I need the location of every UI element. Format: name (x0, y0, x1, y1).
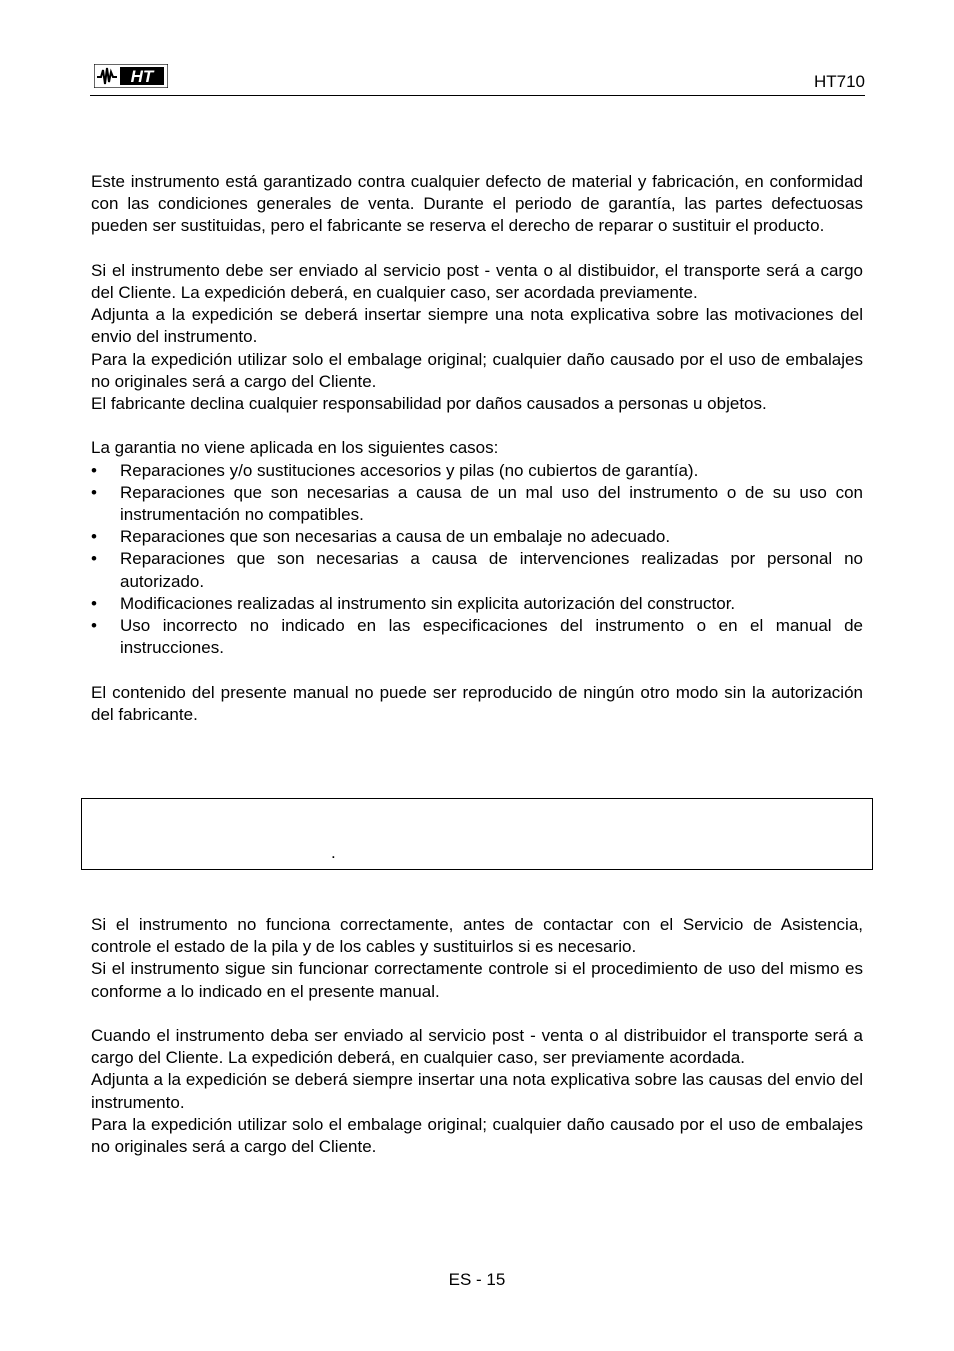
warranty-paragraph: Adjunta a la expedición se deberá insertar siempre una nota explicativa sobre las motivaciones del envio del instrumento. (91, 305, 863, 347)
ht-logo (94, 64, 168, 88)
notice-box (81, 798, 873, 870)
warranty-paragraph: Si el instrumento debe ser enviado al servicio post - venta o al distibuidor, el transporte será a cargo del Cliente. La expedición deberá, en cualquier caso, ser acordada previamente. (91, 260, 863, 302)
service-section (91, 914, 863, 1158)
model-name: HT710 (813, 72, 865, 91)
warranty-section (91, 171, 863, 726)
service-paragraph: Adjunta a la expedición se deberá siempre insertar una nota explicativa sobre las causas del envio del instrumento. (91, 1070, 863, 1112)
service-paragraph: Si el instrumento sigue sin funcionar correctamente controle si el procedimiento de uso del mismo es conforme a lo indicado en el presente manual. (91, 959, 863, 1001)
list-item: • Uso incorrecto no indicado en las especificaciones del instrumento o en el manual de instrucciones. (91, 615, 863, 659)
logo-text: HT (130, 67, 154, 86)
service-paragraph: Para la expedición utilizar solo el embalage original; cualquier daño causado por el uso de embalajes no originales será a cargo del Cliente. (91, 1114, 863, 1157)
list-item: • Reparaciones y/o sustituciones accesorios y pilas (no cubiertos de garantía). (91, 460, 863, 482)
list-item: • Reparaciones que son necesarias a causa de intervenciones realizadas por personal no autorizado. (91, 548, 863, 592)
list-item: • Reparaciones que son necesarias a causa de un embalaje no adecuado. (91, 526, 863, 548)
exclusions-list (91, 460, 863, 660)
warranty-paragraph: El contenido del presente manual no puede ser reproducido de ningún otro modo sin la autorización del fabricante. (91, 682, 863, 724)
notice-text: . (331, 843, 336, 862)
page-number: ES - 15 (448, 1270, 506, 1289)
list-item: • Reparaciones que son necesarias a causa de un mal uso del instrumento o de su uso con instrumentación no compatibles. (91, 482, 863, 526)
page-header (90, 62, 865, 96)
warranty-paragraph: Este instrumento está garantizado contra cualquier defecto de material y fabricación, en conformidad con las condiciones generales de venta. Durante el periodo de garantía, las partes defectuosas pueden ser sustituidas, pero el fabricante se reserva el derecho de reparar o sustituir el producto. (91, 172, 863, 236)
exclusions-intro: La garantia no viene aplicada en los siguientes casos: (91, 438, 499, 458)
service-paragraph: Si el instrumento no funciona correctamente, antes de contactar con el Servicio de Asistencia, controle el estado de la pila y de los cables y sustituirlos si es necesario. (91, 915, 863, 957)
list-item: • Modificaciones realizadas al instrumento sin explicita autorización del constructor. (91, 593, 863, 615)
service-paragraph: Cuando el instrumento deba ser enviado al servicio post - venta o al distribuidor el transporte será a cargo del Cliente. La expedición deberá, en cualquier caso, ser previamente acordada. (91, 1026, 863, 1068)
warranty-paragraph: Para la expedición utilizar solo el embalage original; cualquier daño causado por el uso de embalajes no originales será a cargo del Cliente. (91, 349, 863, 391)
warranty-paragraph: El fabricante declina cualquier responsabilidad por daños causados a personas u objetos. (91, 394, 767, 414)
